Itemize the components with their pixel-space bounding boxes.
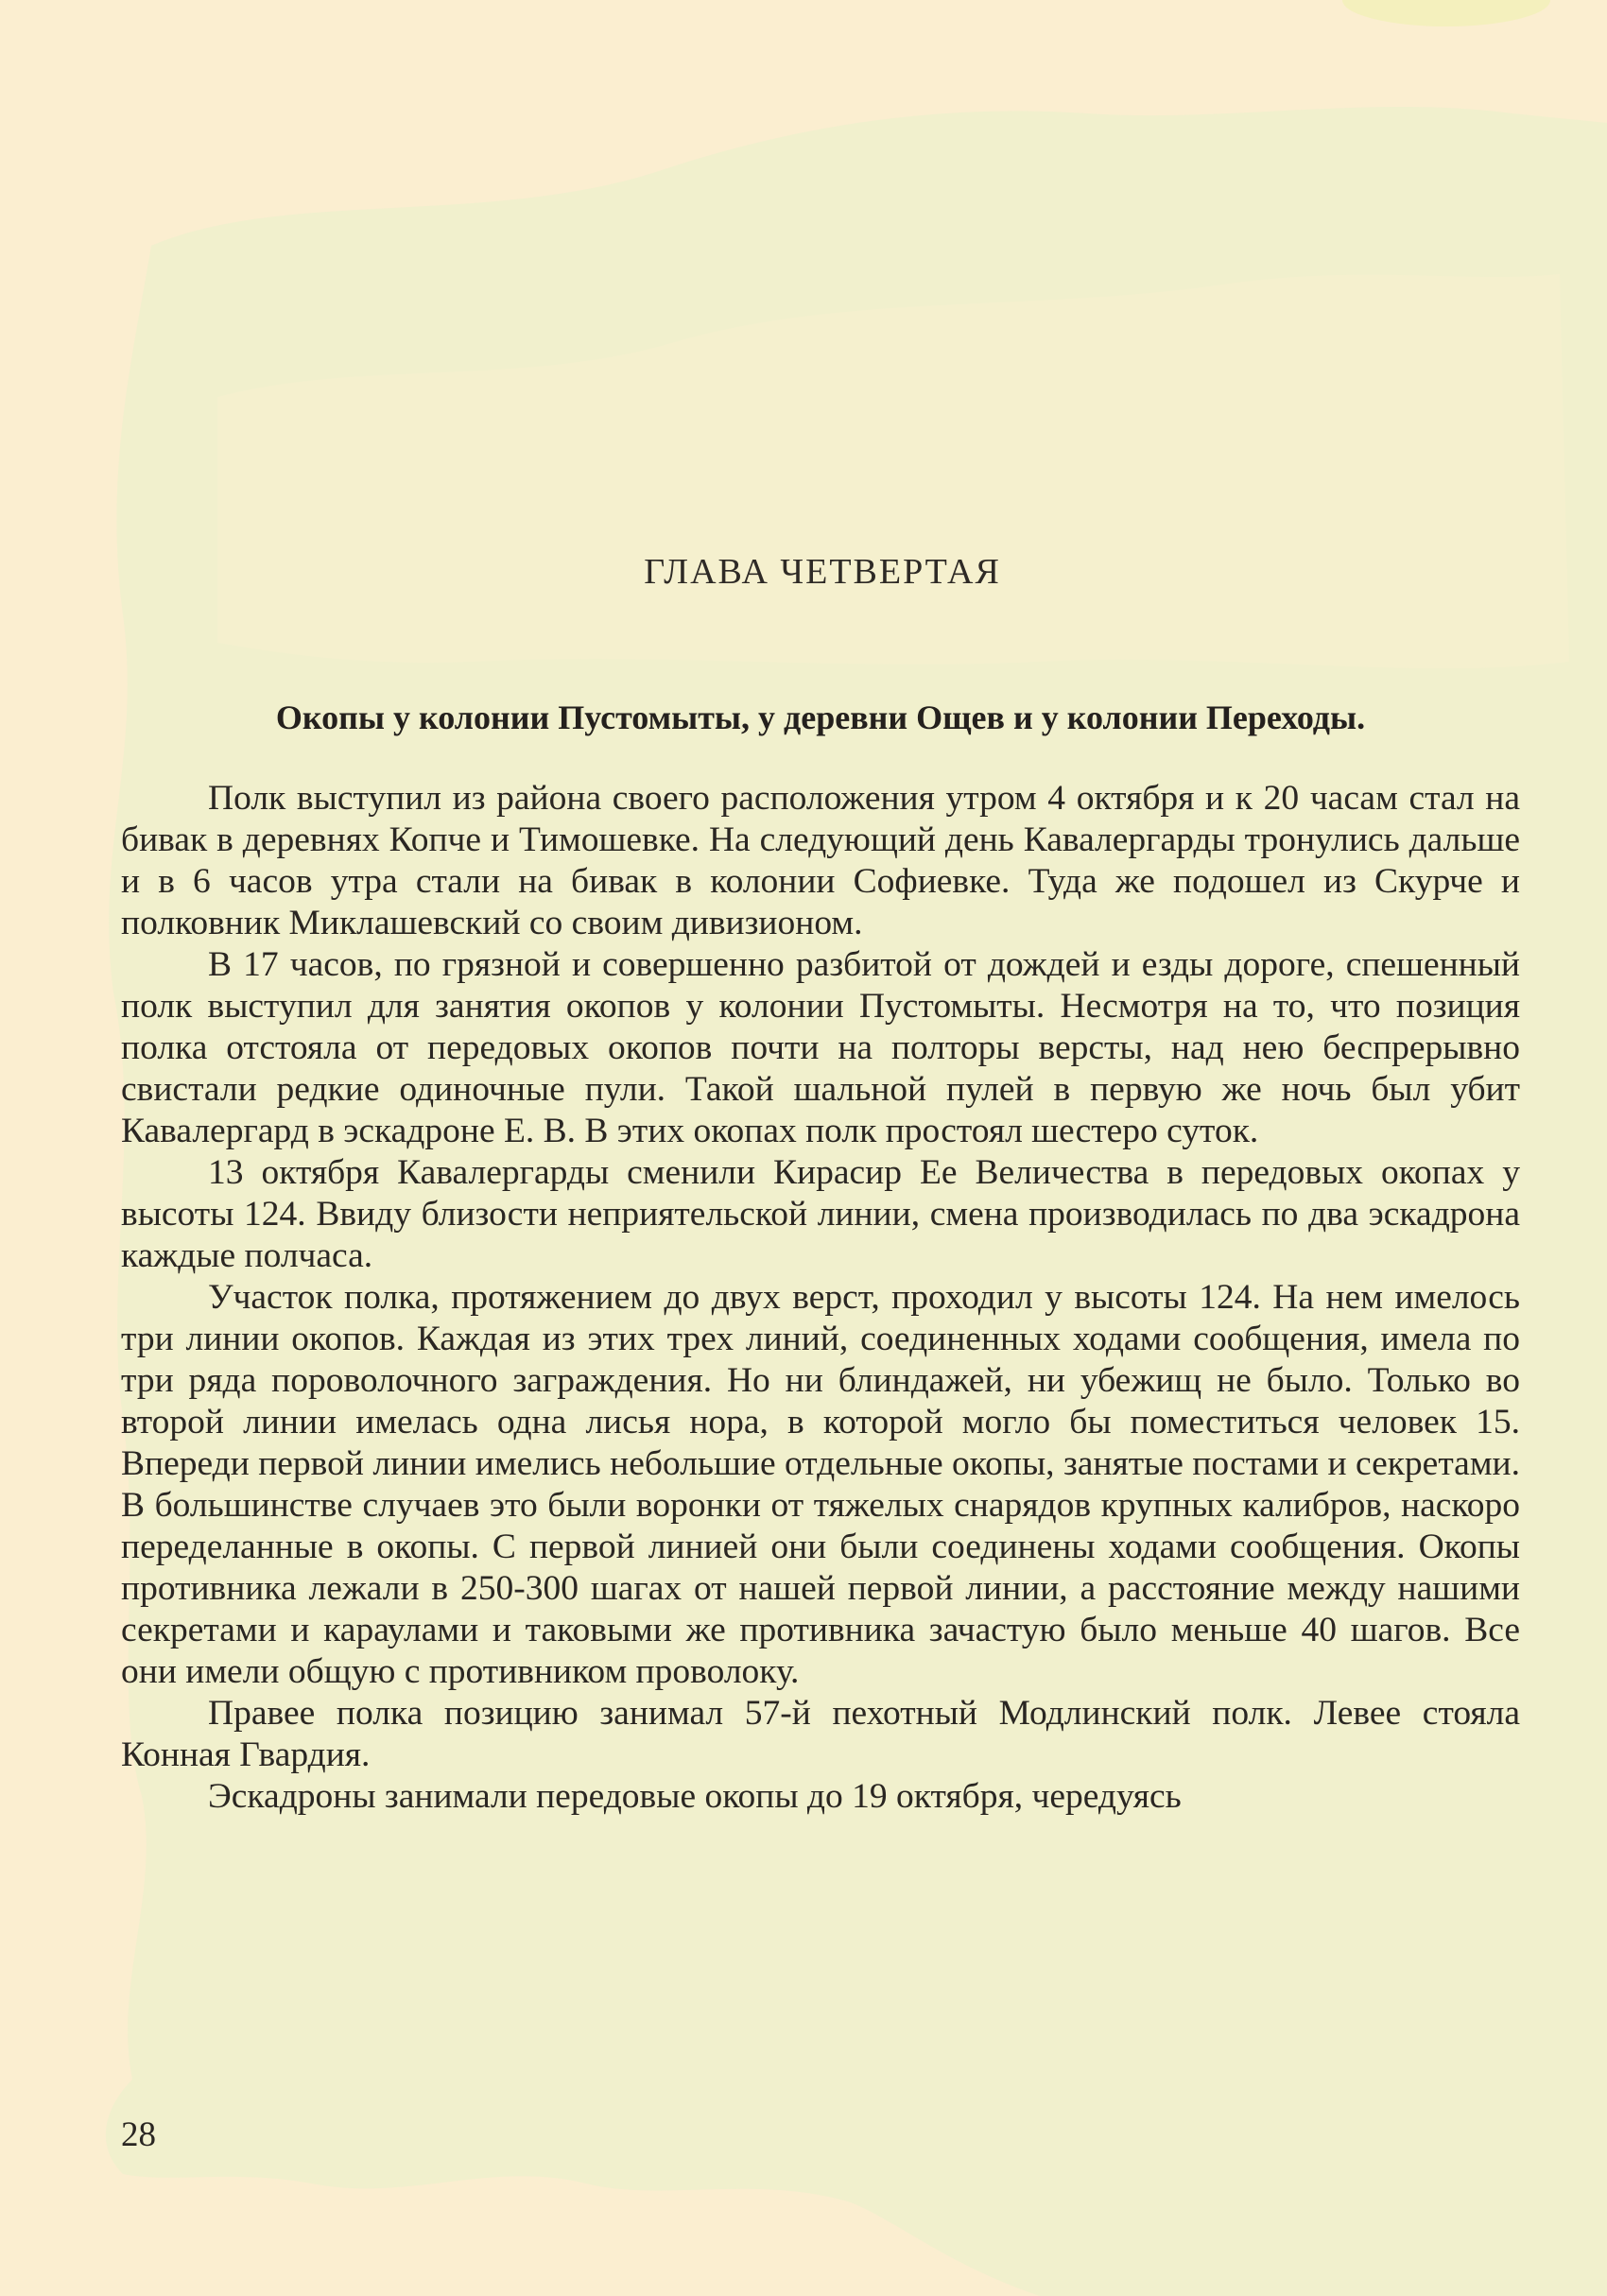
paragraph: В 17 часов, по грязной и совершенно разбитой от дождей и езды дороге, спешенный полк выступил для занятия окопов у колонии Пустомыты. Несмотря на то, что позиция полка отстояла от передовых окопов почти на полторы версты, над нею беспрерывно свистали редкие одиночные пули. Такой шальной пулей в первую же ночь был убит Кавалергард в эскадроне Е. В. В этих окопах полк простоял шестеро суток.: [121, 945, 1520, 1150]
paragraph: Участок полка, протяжением до двух верст, проходил у высоты 124. На нем имелось три линии окопов. Каждая из этих трех линий, соединенных ходами сообщения, имела по три ряда пороволочного заграждения. Но ни блиндажей, ни убежищ не было. Только во второй линии имелась одна лисья нора, в которой могло бы поместиться человек 15. Впереди первой линии имелись небольшие отдельные окопы, занятые постами и секретами. В большинстве случаев это были воронки от тяжелых снарядов крупных калибров, наскоро переделанные в окопы. С первой линией они были соединены ходами сообщения. Окопы противника лежали в 250-300 шагах от нашей первой линии, а расстояние между нашими секретами и караулами и таковыми же противника зачастую было меньше 40 шагов. Все они имели общую с противником проволоку.: [121, 1278, 1520, 1691]
page-number: 28: [121, 2115, 156, 2154]
paragraph: Эскадроны занимали передовые окопы до 19 октября, чередуясь: [208, 1777, 1182, 1816]
chapter-title: ГЛАВА ЧЕТВЕРТАЯ: [644, 552, 1001, 592]
body-text: [121, 778, 1520, 1818]
paragraph: Полк выступил из района своего расположения утром 4 октября и к 20 часам стал на бивак в деревнях Копче и Тимошевке. На следующий день Кавалергарды тронулись дальше и в 6 часов утра стали на бивак в колонии Софиевке. Туда же подошел из Скурче и полковник Миклашевский со своим дивизионом.: [121, 779, 1520, 942]
paragraph: 13 октября Кавалергарды сменили Кирасир Ее Величества в передовых окопах у высоты 124. Ввиду близости неприятельской линии, смена производилась по два эскадрона каждые полчаса.: [121, 1153, 1520, 1275]
section-heading: Окопы у колонии Пустомыты, у деревни Ощев и у колонии Переходы.: [275, 699, 1366, 736]
paragraph: Правее полка позицию занимал 57-й пехотный Модлинский полк. Левее стояла Конная Гвардия.: [121, 1694, 1520, 1774]
